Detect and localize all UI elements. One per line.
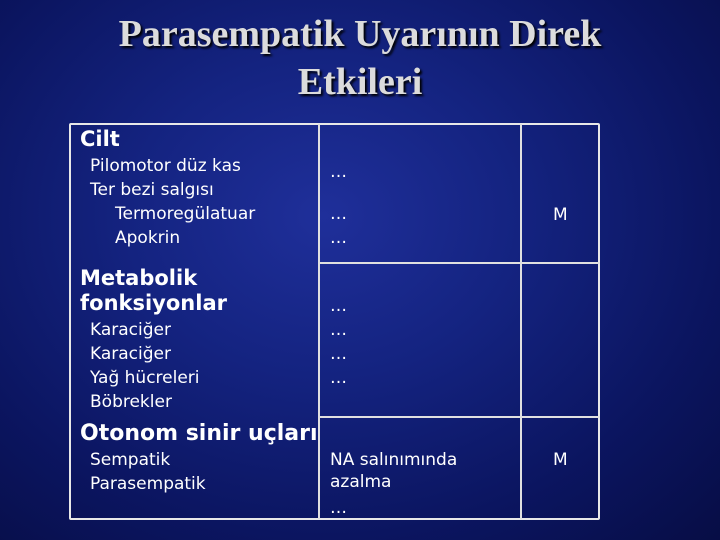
table-row-label: Pilomotor düz kas (90, 156, 241, 176)
table-cell-value: … (330, 228, 347, 248)
section-heading-cilt: Cilt (80, 127, 120, 151)
row-divider-2 (318, 416, 600, 418)
table-cell-right: M (553, 450, 568, 470)
table-row-label: Ter bezi salgısı (90, 180, 214, 200)
title-line-2: Etkileri (297, 61, 423, 103)
table-cell-value: … (330, 296, 347, 316)
row-divider-1 (318, 262, 600, 264)
table-cell-value: … (330, 204, 347, 224)
table-cell-value: … (330, 162, 347, 182)
table-cell-value: … (330, 320, 347, 340)
table-row-label: Yağ hücreleri (90, 368, 200, 388)
table-row-label: Karaciğer (90, 320, 171, 340)
table-row-label: Karaciğer (90, 344, 171, 364)
table-cell-value: … (330, 368, 347, 388)
section-heading-otonom: Otonom sinir uçları (80, 421, 318, 446)
title-line-1: Parasempatik Uyarının Direk (118, 13, 602, 55)
table-row-label: Parasempatik (90, 474, 206, 494)
table-cell-right: M (553, 205, 568, 225)
table-cell-value: … (330, 498, 347, 518)
table-row-label: Böbrekler (90, 392, 172, 412)
column-divider-1 (318, 124, 320, 519)
section-heading-metabolik: Metabolik (80, 266, 198, 290)
table-row-label: Sempatik (90, 450, 171, 470)
column-divider-2 (520, 124, 522, 519)
section-heading-fonksiyonlar: fonksiyonlar (80, 291, 227, 315)
table-row-label: Termoregülatuar (115, 204, 256, 224)
table-row-label: Apokrin (115, 228, 181, 248)
table-cell-value: NA salınımında (330, 450, 458, 470)
table-cell-value: azalma (330, 472, 392, 492)
table-cell-value: … (330, 344, 347, 364)
slide-title (40, 10, 680, 106)
